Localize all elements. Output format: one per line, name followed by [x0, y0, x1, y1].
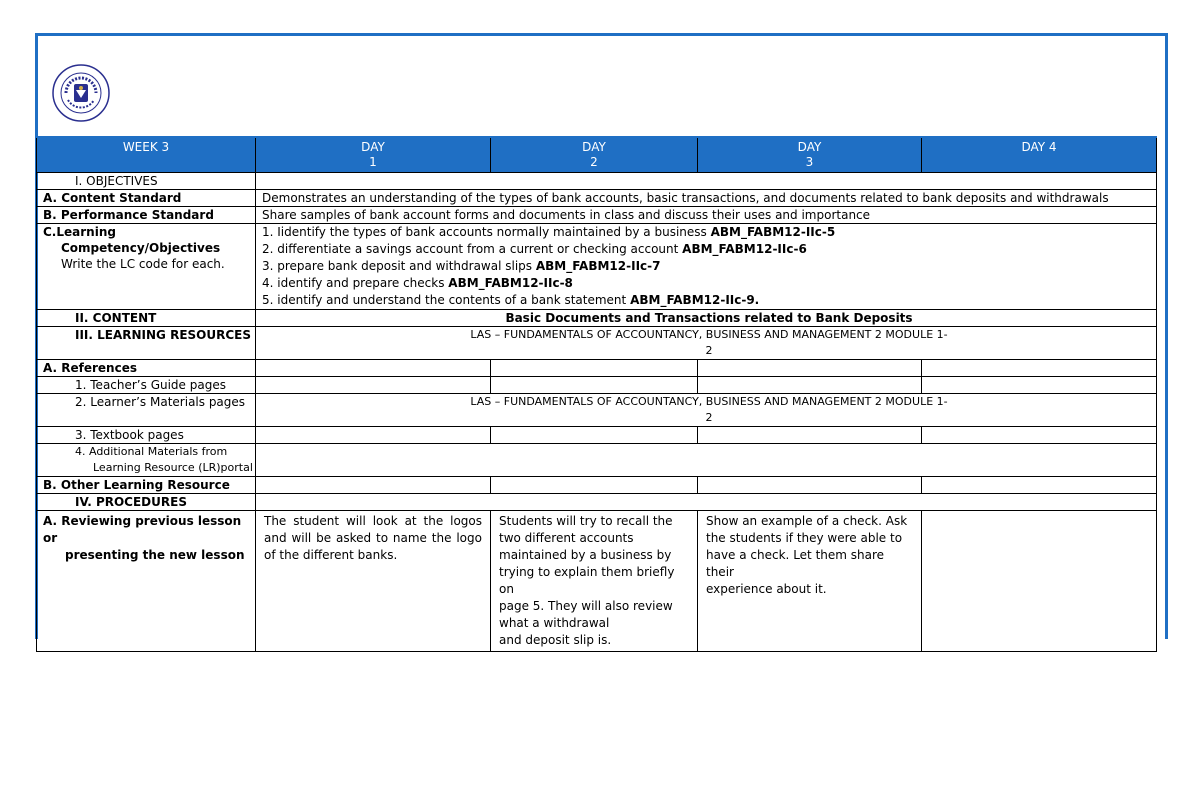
textbook-day-2 — [491, 427, 698, 444]
objectives-value — [256, 173, 1157, 190]
learning-resources-value: LAS – FUNDAMENTALS OF ACCOUNTANCY, BUSINESS AND MANAGEMENT 2 MODULE 1- 2 — [256, 327, 1157, 360]
learners-materials-value: LAS – FUNDAMENTALS OF ACCOUNTANCY, BUSINESS AND MANAGEMENT 2 MODULE 1- 2 — [256, 394, 1157, 427]
header-week: WEEK 3 — [37, 137, 256, 173]
lc-item: 2. differentiate a savings account from a current or checking account ABM_FABM12-IIc-6 — [262, 242, 807, 256]
table-row — [37, 377, 1157, 394]
references-day-1 — [256, 360, 491, 377]
textbook-day-4 — [922, 427, 1157, 444]
textbook-day-3 — [698, 427, 922, 444]
learning-competency-label: C.Learning Competency/Objectives Write the LC code for each. — [37, 224, 256, 310]
review-day-1: The student will look at the logos and will be asked to name the logo of the different banks. — [256, 511, 491, 652]
review-lesson-label: A. Reviewing previous lesson or presenting the new lesson — [37, 511, 256, 652]
table-row — [37, 444, 1157, 477]
content-value: Basic Documents and Transactions related to Bank Deposits — [256, 310, 1157, 327]
other-resource-label: B. Other Learning Resource — [37, 477, 256, 494]
textbook-day-1 — [256, 427, 491, 444]
lc-item: 4. identify and prepare checks ABM_FABM12-IIc-8 — [262, 276, 573, 290]
teachers-guide-day-1 — [256, 377, 491, 394]
header-day-4: DAY 4 — [922, 137, 1157, 173]
table-row — [37, 310, 1157, 327]
procedures-label: IV. PROCEDURES — [37, 494, 256, 511]
other-resource-day-2 — [491, 477, 698, 494]
additional-materials-label: 4. Additional Materials from Learning Resource (LR)portal — [37, 444, 256, 477]
references-day-3 — [698, 360, 922, 377]
page-header — [38, 36, 1165, 136]
deped-seal-icon — [52, 64, 110, 122]
lc-item: 3. prepare bank deposit and withdrawal slips ABM_FABM12-IIc-7 — [262, 259, 661, 273]
table-row — [37, 190, 1157, 207]
lesson-plan-table — [36, 136, 1157, 652]
other-resource-day-1 — [256, 477, 491, 494]
table-row — [37, 327, 1157, 360]
learning-resources-label: III. LEARNING RESOURCES — [37, 327, 256, 360]
learning-competency-list — [256, 224, 1157, 310]
procedures-value — [256, 494, 1157, 511]
references-day-4 — [922, 360, 1157, 377]
other-resource-day-4 — [922, 477, 1157, 494]
lc-item: 5. identify and understand the contents of a bank statement ABM_FABM12-IIc-9. — [262, 293, 760, 307]
objectives-label: I. OBJECTIVES — [37, 173, 256, 190]
performance-standard-label: B. Performance Standard — [37, 207, 256, 224]
review-day-4 — [922, 511, 1157, 652]
references-label: A. References — [37, 360, 256, 377]
references-day-2 — [491, 360, 698, 377]
additional-materials-value — [256, 444, 1157, 477]
header-day-1: DAY 1 — [256, 137, 491, 173]
table-row — [37, 494, 1157, 511]
table-row — [37, 477, 1157, 494]
teachers-guide-label: 1. Teacher’s Guide pages — [37, 377, 256, 394]
teachers-guide-day-3 — [698, 377, 922, 394]
table-row — [37, 224, 1157, 310]
table-row — [37, 207, 1157, 224]
table-row — [37, 427, 1157, 444]
header-day-2: DAY 2 — [491, 137, 698, 173]
content-standard-value: Demonstrates an understanding of the types of bank accounts, basic transactions, and documents related to bank deposits and withdrawals — [256, 190, 1157, 207]
teachers-guide-day-4 — [922, 377, 1157, 394]
performance-standard-value: Share samples of bank account forms and documents in class and discuss their uses and importance — [256, 207, 1157, 224]
table-header-row — [37, 137, 1157, 173]
review-day-3: Show an example of a check. Ask the students if they were able to have a check. Let them share their experience about it. — [698, 511, 922, 652]
content-standard-label: A. Content Standard — [37, 190, 256, 207]
header-day-3: DAY 3 — [698, 137, 922, 173]
teachers-guide-day-2 — [491, 377, 698, 394]
other-resource-day-3 — [698, 477, 922, 494]
table-row — [37, 360, 1157, 377]
review-day-2: Students will try to recall the two different accounts maintained by a business by trying to explain them briefly on page 5. They will also review what a withdrawal and deposit slip is. — [491, 511, 698, 652]
table-row — [37, 394, 1157, 427]
table-row — [37, 173, 1157, 190]
learners-materials-label: 2. Learner’s Materials pages — [37, 394, 256, 427]
textbook-label: 3. Textbook pages — [37, 427, 256, 444]
table-row — [37, 511, 1157, 652]
content-label: II. CONTENT — [37, 310, 256, 327]
lc-item: 1. Iidentify the types of bank accounts normally maintained by a business ABM_FABM12-IIc-5 — [262, 225, 836, 239]
